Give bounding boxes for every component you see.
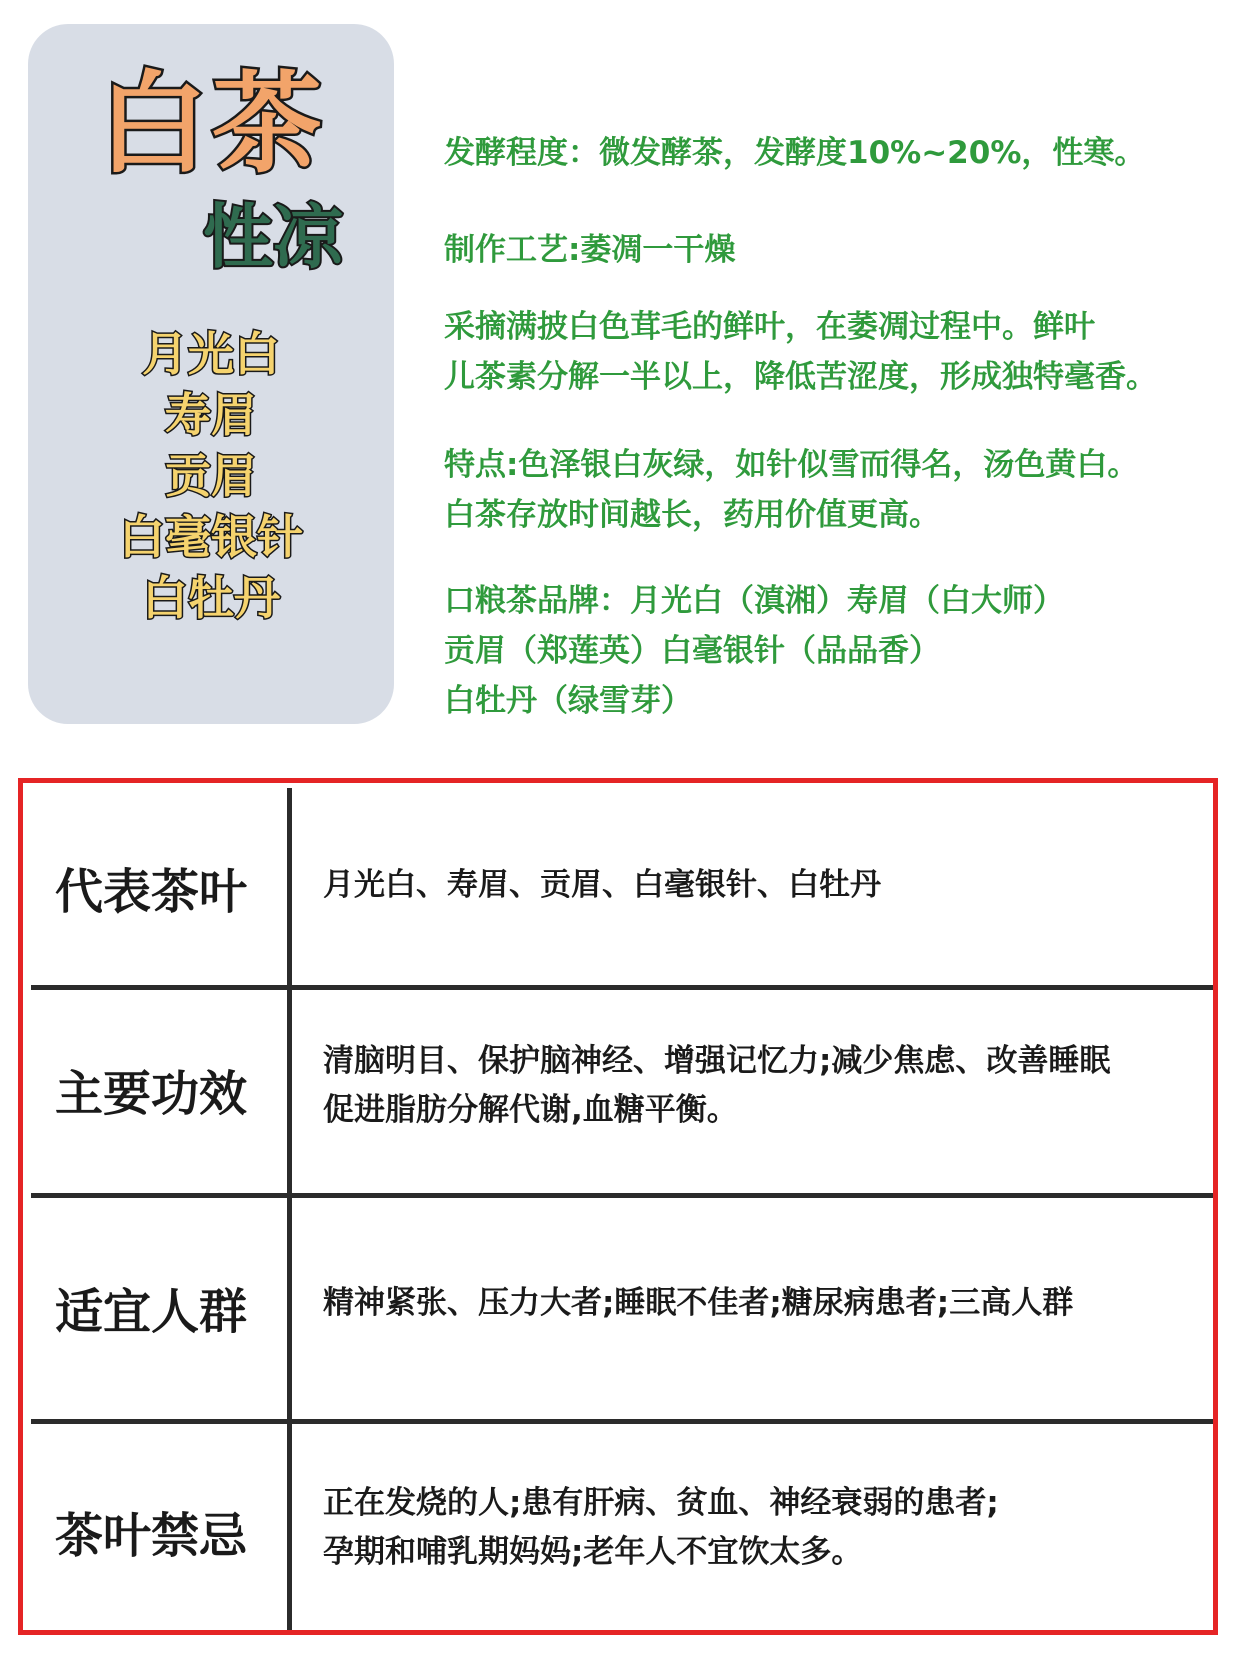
note-process: 制作工艺:萎凋一干燥 (444, 232, 736, 268)
row-value-line: 正在发烧的人;患有肝病、贫血、神经衰弱的患者; (323, 1485, 999, 1521)
row-value-suitable-people (323, 1279, 1203, 1328)
note-features-line1: 特点:色泽银白灰绿，如针似雪而得名，汤色黄白。 (444, 447, 1139, 483)
note-picking-line1: 采摘满披白色茸毛的鲜叶，在萎凋过程中。鲜叶 (444, 309, 1095, 345)
card-subtitle: 性凉 (203, 196, 343, 278)
variety-item: 月光白 (142, 327, 280, 381)
row-value-line: 孕期和哺乳期妈妈;老年人不宜饮太多。 (323, 1534, 863, 1570)
note-fermentation: 发酵程度：微发酵茶，发酵度10%~20%，性寒。 (444, 135, 1146, 171)
note-brands-line2: 贡眉（郑莲英）白毫银针（品品香） (444, 633, 940, 669)
row-divider (31, 985, 1213, 990)
card-title: 白茶 (98, 60, 326, 188)
row-value-main-benefits (323, 1037, 1203, 1135)
note-picking-line2: 儿茶素分解一半以上，降低苦涩度，形成独特毫香。 (444, 359, 1157, 395)
row-value-contraindications (323, 1479, 1203, 1577)
variety-item: 寿眉 (165, 388, 257, 442)
note-brands-line3: 白牡丹（绿雪芽） (444, 683, 692, 719)
column-divider (287, 788, 292, 1630)
row-value-line: 促进脂肪分解代谢,血糖平衡。 (323, 1092, 738, 1128)
row-value-line: 精神紧张、压力大者;睡眠不佳者;糖尿病患者;三高人群 (323, 1285, 1074, 1321)
variety-list (28, 324, 394, 629)
variety-item: 白牡丹 (142, 571, 280, 625)
row-divider (31, 1193, 1213, 1198)
tea-notes (444, 0, 1236, 730)
variety-item: 贡眉 (165, 449, 257, 503)
tea-card (28, 24, 394, 724)
row-value-representative-teas (323, 861, 1203, 910)
row-value-line: 月光白、寿眉、贡眉、白毫银针、白牡丹 (323, 867, 881, 903)
row-label-main-benefits: 主要功效 (55, 1066, 248, 1122)
row-label-suitable-people: 适宜人群 (55, 1284, 248, 1340)
note-features-line2: 白茶存放时间越长，药用价值更高。 (444, 497, 940, 533)
row-divider (31, 1419, 1213, 1424)
row-label-representative-teas: 代表茶叶 (55, 864, 248, 920)
row-value-line: 清脑明目、保护脑神经、增强记忆力;减少焦虑、改善睡眠 (323, 1043, 1111, 1079)
row-label-contraindications: 茶叶禁忌 (55, 1508, 248, 1564)
note-brands-line1: 口粮茶品牌：月光白（滇湘）寿眉（白大师） (444, 583, 1064, 619)
info-table (18, 778, 1218, 1635)
variety-item: 白毫银针 (119, 510, 303, 564)
